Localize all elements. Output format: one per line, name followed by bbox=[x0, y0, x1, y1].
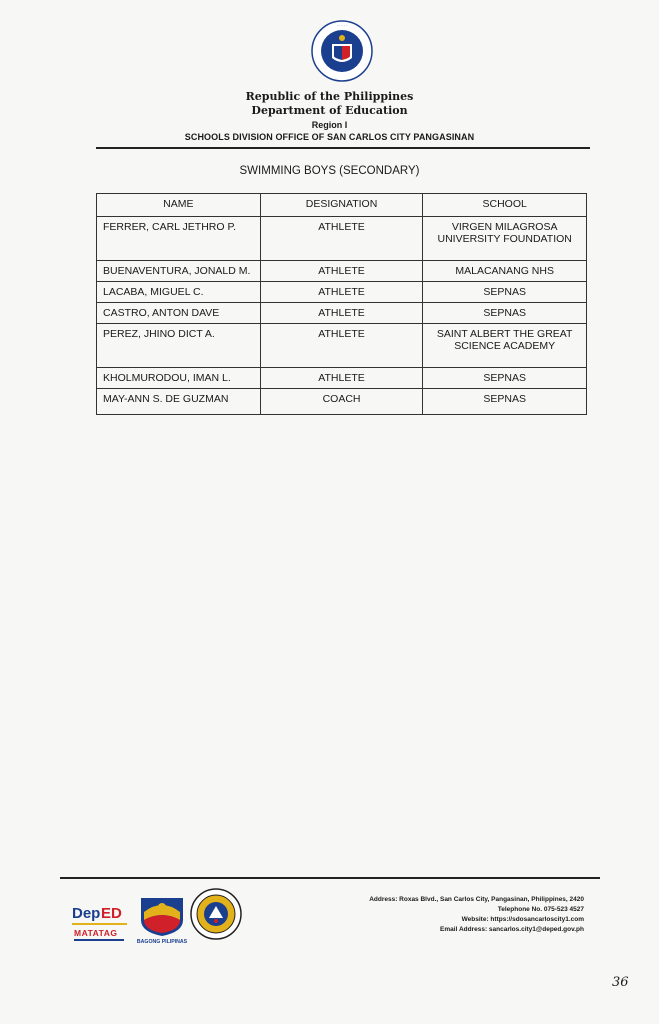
column-header-designation: DESIGNATION bbox=[260, 194, 423, 217]
roster-table bbox=[96, 193, 587, 415]
telephone-text: Telephone No. 075-523 4527 bbox=[497, 906, 584, 913]
cell-designation: COACH bbox=[260, 389, 423, 415]
cell-school: MALACANANG NHS bbox=[423, 261, 587, 282]
table-row bbox=[97, 217, 587, 261]
svg-text:BAGONG PILIPINAS: BAGONG PILIPINAS bbox=[136, 939, 188, 944]
cell-name: FERRER, CARL JETHRO P. bbox=[97, 217, 261, 261]
cell-designation: ATHLETE bbox=[260, 303, 423, 324]
cell-name: LACABA, MIGUEL C. bbox=[97, 282, 261, 303]
cell-name: MAY-ANN S. DE GUZMAN bbox=[97, 389, 261, 415]
cell-school: SEPNAS bbox=[423, 303, 587, 324]
schools-division-seal-logo bbox=[190, 888, 242, 940]
footer-divider bbox=[60, 877, 600, 879]
page-number: 36 bbox=[612, 975, 629, 990]
table-title: SWIMMING BOYS (SECONDARY) bbox=[239, 165, 420, 177]
email-text: Email Address: sancarlos.city1@deped.gov.ph bbox=[440, 926, 584, 933]
cell-school: SAINT ALBERT THE GREAT SCIENCE ACADEMY bbox=[423, 324, 587, 368]
column-header-school: SCHOOL bbox=[423, 194, 587, 217]
department-heading: Department of Education bbox=[251, 104, 408, 117]
cell-school: SEPNAS bbox=[423, 282, 587, 303]
cell-designation: ATHLETE bbox=[260, 217, 423, 261]
svg-text:Dep: Dep bbox=[72, 905, 101, 922]
table-row bbox=[97, 282, 587, 303]
svg-text:ED: ED bbox=[101, 905, 122, 922]
cell-designation: ATHLETE bbox=[260, 368, 423, 389]
deped-matatag-logo bbox=[70, 898, 130, 948]
cell-school: VIRGEN MILAGROSA UNIVERSITY FOUNDATION bbox=[423, 217, 587, 261]
table-row bbox=[97, 389, 587, 415]
table-row bbox=[97, 324, 587, 368]
website-text: Website: https://sdosancarloscity1.com bbox=[461, 916, 584, 923]
svg-text:MATATAG: MATATAG bbox=[74, 928, 118, 938]
table-row bbox=[97, 261, 587, 282]
cell-school: SEPNAS bbox=[423, 368, 587, 389]
cell-name: CASTRO, ANTON DAVE bbox=[97, 303, 261, 324]
republic-heading: Republic of the Philippines bbox=[245, 90, 414, 103]
cell-designation: ATHLETE bbox=[260, 261, 423, 282]
table-header-row bbox=[97, 194, 587, 217]
cell-designation: ATHLETE bbox=[260, 324, 423, 368]
cell-designation: ATHLETE bbox=[260, 282, 423, 303]
deped-seal-logo bbox=[311, 20, 373, 82]
header-divider bbox=[96, 147, 590, 149]
cell-school: SEPNAS bbox=[423, 389, 587, 415]
table-row bbox=[97, 368, 587, 389]
region-label: Region I bbox=[311, 120, 348, 130]
cell-name: KHOLMURODOU, IMAN L. bbox=[97, 368, 261, 389]
division-label: SCHOOLS DIVISION OFFICE OF SAN CARLOS CITY PANGASINAN bbox=[184, 132, 475, 142]
cell-name: PEREZ, JHINO DICT A. bbox=[97, 324, 261, 368]
cell-name: BUENAVENTURA, JONALD M. bbox=[97, 261, 261, 282]
svg-text:· · · · ·: · · · · · bbox=[336, 23, 348, 28]
bagong-pilipinas-logo bbox=[135, 890, 189, 944]
contact-block bbox=[369, 895, 584, 935]
address-text: Address: Roxas Blvd., San Carlos City, Pangasinan, Philippines, 2420 bbox=[369, 896, 584, 903]
column-header-name: NAME bbox=[97, 194, 261, 217]
table-row bbox=[97, 303, 587, 324]
